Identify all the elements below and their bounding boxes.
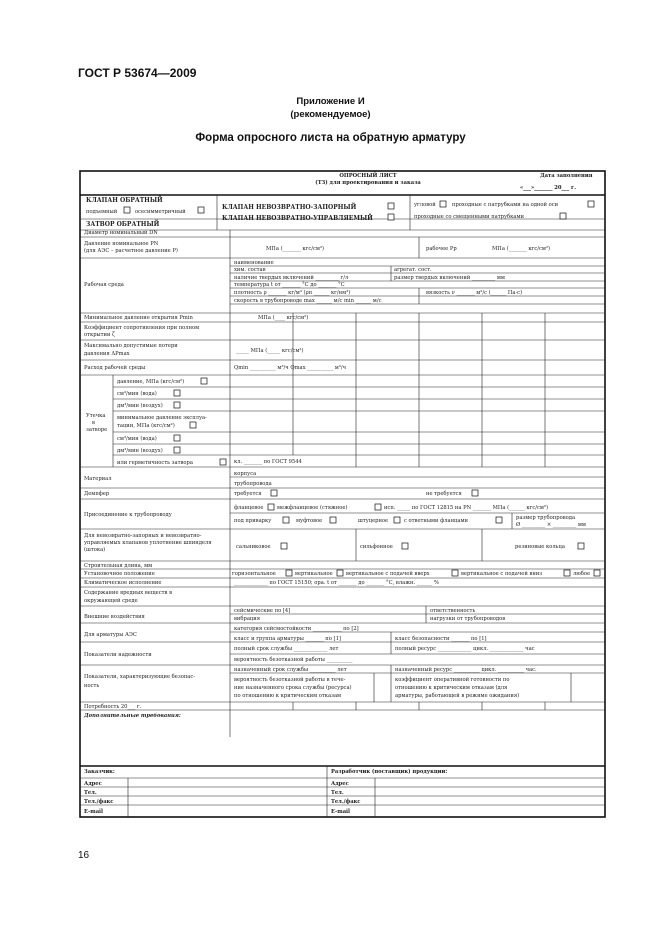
row-uplot-3: (штока) (84, 547, 106, 553)
pris-flanc: фланцевое (234, 505, 264, 511)
row-pn-2: (для АЭС – расчетное давление P) (84, 248, 178, 254)
row-dop: Дополнительные требования: (84, 713, 181, 719)
row-vibr: Внешние воздействия (84, 614, 145, 620)
uplot-silfon: сильфонное (360, 544, 393, 550)
ustan-vert-vverh: вертикальное с подачей вверх (346, 571, 430, 577)
checkbox-rezin[interactable] (578, 543, 584, 549)
page-number: 16 (78, 850, 90, 861)
appendix-label: Приложение И (296, 96, 365, 107)
row-material: Материал (84, 476, 112, 482)
pris-isp: исп. _____ по ГОСТ 12815 на PN _______ МПа (______ кгс/см²) (384, 505, 549, 511)
footer-adres-left: Адрес (84, 781, 102, 787)
row-vredn-1: Содержание вредных веществ в (84, 590, 172, 596)
checkbox-ut-vozd-1[interactable] (174, 402, 180, 408)
poter-val: _____ МПа (_____ кгс/см²) (236, 348, 304, 354)
row-potreb: Потребность 20___ г. (84, 704, 142, 710)
row-uplot-1: Для невозвратно-запорных и невозвратно- (84, 533, 202, 539)
footer-email-right: E-mail (331, 809, 350, 815)
pris-razm-tr: размер трубопровода (516, 515, 576, 521)
sreda-him: хим. состав (234, 267, 266, 273)
checkbox-privarka[interactable] (283, 517, 289, 523)
utechka-2: в (92, 420, 95, 426)
checkbox-shtucer[interactable] (394, 517, 400, 523)
checkbox-flanc[interactable] (268, 504, 274, 510)
footer-zakazchik: Заказчик: (84, 769, 115, 775)
ut-min-2: тации, МПа (кгс/см²) (117, 423, 175, 429)
checkbox-ut-vozd-2[interactable] (174, 447, 180, 453)
checkbox-knz[interactable] (388, 203, 394, 209)
row-uplot-2: управляемых клапанов уплотнение шпинделя (84, 540, 212, 546)
checkbox-ut-voda-1[interactable] (174, 390, 180, 396)
ut-min-1: минимальное давление эксплуа- (117, 415, 207, 421)
sreda-razmer-tv: размер твердых включений _________ мм (394, 275, 505, 281)
type-osesim: осесимметричный (135, 209, 186, 215)
row-dempfer: Демпфер (84, 491, 110, 497)
sreda-agr: агрегат. сост. (394, 267, 432, 273)
pn-mpa: МПа (_______ кгс/см²) (266, 246, 325, 252)
pris-ohvat: с ответными фланцами (404, 518, 468, 524)
footer-telfax-left: Тел./факс (84, 799, 114, 805)
form-title-1: ОПРОСНЫЙ ЛИСТ (339, 173, 397, 179)
ut-vozd-1: дм³/мин (воздух) (117, 403, 163, 409)
checkbox-gor[interactable] (286, 570, 292, 576)
uplot-salnik: сальниковое (236, 544, 271, 550)
sreda-tverd: наличие твердых включений _________ г/л (234, 275, 349, 281)
ut-voda-2: см³/мин (вода) (117, 436, 157, 442)
row-klimat: Климатическое исполнение (84, 580, 162, 586)
bezop-bz-2: ние назначенного срока службы (ресурса) (234, 685, 352, 691)
row-pn-1: Давление номинальное PN (84, 241, 159, 247)
checkbox-ut-germ[interactable] (220, 459, 226, 465)
dempfer-treb: требуется (234, 491, 262, 497)
bezop-naznach-srok: назначенный срок службы __________ лет (234, 667, 347, 673)
footer-tel-left: Тел. (84, 790, 97, 796)
ustan-lyuboe: любое (573, 571, 591, 577)
utechka-3: затворе (86, 427, 108, 433)
pris-privarka: под приварку (234, 518, 272, 524)
row-prisoed: Присоединение к трубопроводу (84, 512, 172, 518)
row-poter-2: давления ΔPmax (84, 351, 130, 357)
footer-tel-right: Тел. (331, 790, 344, 796)
row-dlina: Строительная длина, мм (84, 563, 153, 569)
row-bezop-2: ность (84, 683, 100, 689)
checkbox-vert-vverh[interactable] (452, 570, 458, 576)
form-border (80, 171, 605, 817)
sreda-plotn: плотность ρ _______ кг/м³ (ρп ______ кг/нм³) (234, 290, 351, 296)
row-bezop-1: Показатели, характеризующие безопас- (84, 674, 196, 680)
ut-kl: кл. _______ по ГОСТ 9544 (234, 459, 302, 465)
checkbox-ut-min[interactable] (190, 422, 196, 428)
row-koef-2: открытии ζ (84, 332, 115, 338)
vibr-vibracia: вибрация (234, 616, 260, 622)
pris-mufta: муфтовое (296, 518, 323, 524)
sreda-temp: температура t от _______ °С до _______ °С (234, 282, 345, 288)
sreda-vyazk: вязкость ν _______ м²/с (______ Па·с) (426, 290, 523, 296)
pris-shtucer: штуцерное (358, 518, 389, 524)
nadezh-veroyat: вероятность безотказной работы __________ (234, 657, 353, 663)
type-uglovoy: угловой (414, 202, 436, 208)
ut-davl: давление, МПа (кгс/см²) (117, 379, 185, 385)
bezop-bz-3: по отношению к критическим отказам (234, 693, 342, 699)
row-dn: Диаметр номинальный DN (84, 230, 158, 236)
sreda-skor: скорость в трубопроводе max ______ м/с min ______ м/с (234, 298, 382, 304)
checkbox-smesch[interactable] (560, 213, 566, 219)
pn-rab: рабочее Pр (426, 246, 457, 252)
type-knz: КЛАПАН НЕВОЗВРАТНО-ЗАПОРНЫЙ (222, 204, 357, 211)
row-sreda: Рабочая среда (84, 282, 124, 288)
bezop-kg-3: арматуры, работающей в режиме ожидания) (395, 693, 520, 699)
aes-klass-gr: класс и группа арматуры _______ по [1] (234, 636, 341, 642)
form-title: Форма опросного листа на обратную арматуру (195, 132, 466, 144)
checkbox-mezhflanc[interactable] (375, 504, 381, 510)
checkbox-knu[interactable] (388, 214, 394, 220)
pmin-val: МПа (____ кгс/см²) (258, 315, 309, 321)
appendix-kind: (рекомендуемое) (290, 109, 371, 120)
type-podyemny: подъемный (86, 209, 118, 215)
ustan-gor: горизонтальное (232, 571, 276, 577)
ut-germ: или герметичность затвора (117, 460, 193, 466)
ut-voda-1: см³/мин (вода) (117, 391, 157, 397)
pris-razm-tr-2: Ø _________ × _________ мм (516, 522, 586, 528)
date-label: Дата заполнения (540, 173, 593, 179)
type-odna-os: проходные с патрубками на одной оси (452, 202, 559, 208)
dempfer-ne-treb: не требуется (426, 491, 462, 497)
checkbox-vert[interactable] (337, 570, 343, 576)
type-knu: КЛАПАН НЕВОЗВРАТНО-УПРАВЛЯЕМЫЙ (222, 215, 373, 222)
ut-vozd-2: дм³/мин (воздух) (117, 448, 163, 454)
checkbox-ohvat[interactable] (496, 517, 502, 523)
klimat-val: _____________ по ГОСТ 15150; ора. t от _______ до _______ °С, влажн. ______ % (234, 580, 439, 586)
checkbox-lyuboe[interactable] (594, 570, 600, 576)
bezop-naznach-res: назначенный ресурс __________ цикл. __________ час. (395, 667, 537, 673)
type-klapan-obratny: КЛАПАН ОБРАТНЫЙ (86, 197, 163, 204)
checkbox-osesim[interactable] (198, 207, 204, 213)
checkbox-vert-vniz[interactable] (564, 570, 570, 576)
form-title-2: (ТЗ) для проектирования и заказа (315, 180, 421, 186)
row-koef-1: Коэффициент сопротивления при полном (84, 325, 200, 331)
row-poter-1: Максимально допустимые потери (84, 343, 178, 349)
bezop-kg-2: отношению к критическим отказам (для (395, 685, 508, 691)
pn-rab-mpa: МПа (_______ кгс/см²) (492, 246, 551, 252)
checkbox-salnik[interactable] (281, 543, 287, 549)
utechka-1: Утечка (86, 413, 106, 419)
pris-mezhflanc: межфланцевое (стяжное) (277, 505, 348, 511)
footer-adres-right: Адрес (331, 781, 349, 787)
footer-razrab: Разработчик (поставщик) продукции: (331, 769, 448, 775)
checkbox-uglovoy[interactable] (440, 201, 446, 207)
ustan-vert-vniz: вертикальное с подачей вниз (461, 571, 543, 577)
material-korpus: корпуса (234, 471, 257, 477)
checkbox-dempfer-treb[interactable] (271, 490, 277, 496)
bezop-kg-1: коэффициент оперативной готовности по (395, 677, 510, 683)
checkbox-ut-voda-2[interactable] (174, 435, 180, 441)
uplot-rezin: резиновые кольца (515, 544, 565, 550)
rashod-val: Qmin __________ м³/ч Qmax __________ м³/ч (234, 365, 347, 371)
row-ustan: Установочное положение (84, 571, 155, 577)
row-pmin: Минимальное давление открытия Pmin (84, 315, 193, 321)
checkbox-silfon[interactable] (402, 543, 408, 549)
aes-kat: категория сейсмостойкости ___________ по [2] (234, 626, 359, 632)
nadezh-resurs: полный ресурс _____________ цикл. _____________ час (395, 646, 535, 652)
nadezh-srok: полный срок службы _____________ лет (234, 646, 339, 652)
row-rashod: Расход рабочей среды (84, 365, 146, 371)
vibr-nagruz: нагрузки от трубопроводов (430, 616, 506, 622)
aes-klass-bez: класс безопасности _______ по [1] (395, 636, 487, 642)
material-truboprov: трубопровода (234, 481, 272, 487)
type-zatvor: ЗАТВОР ОБРАТНЫЙ (86, 221, 160, 228)
footer-email-left: E-mail (84, 809, 103, 815)
date-value: «___»_______ 20___ г. (520, 185, 577, 191)
sreda-naim: наименование (234, 260, 274, 266)
vibr-seism: сейсмические по [4] (234, 608, 291, 614)
type-smesch: проходные со смещенными патрубками (414, 214, 524, 220)
checkbox-mufta[interactable] (330, 517, 336, 523)
vibr-otvetn: ответственность (430, 608, 476, 614)
ustan-vert: вертикальное (295, 571, 333, 577)
checkbox-podyemny[interactable] (124, 207, 130, 213)
checkbox-ut-davl[interactable] (201, 378, 207, 384)
row-vredn-2: окружающей среде (84, 598, 138, 604)
bezop-bz-1: вероятность безотказной работы в тече- (234, 677, 346, 683)
doc-code: ГОСТ Р 53674—2009 (78, 66, 197, 80)
row-nadezh: Показатели надежности (84, 652, 152, 658)
checkbox-dempfer-ne-treb[interactable] (472, 490, 478, 496)
footer-telfax-right: Тел./факс (331, 799, 361, 805)
checkbox-odna-os[interactable] (588, 201, 594, 207)
row-aes: Для арматуры АЭС (84, 632, 137, 638)
